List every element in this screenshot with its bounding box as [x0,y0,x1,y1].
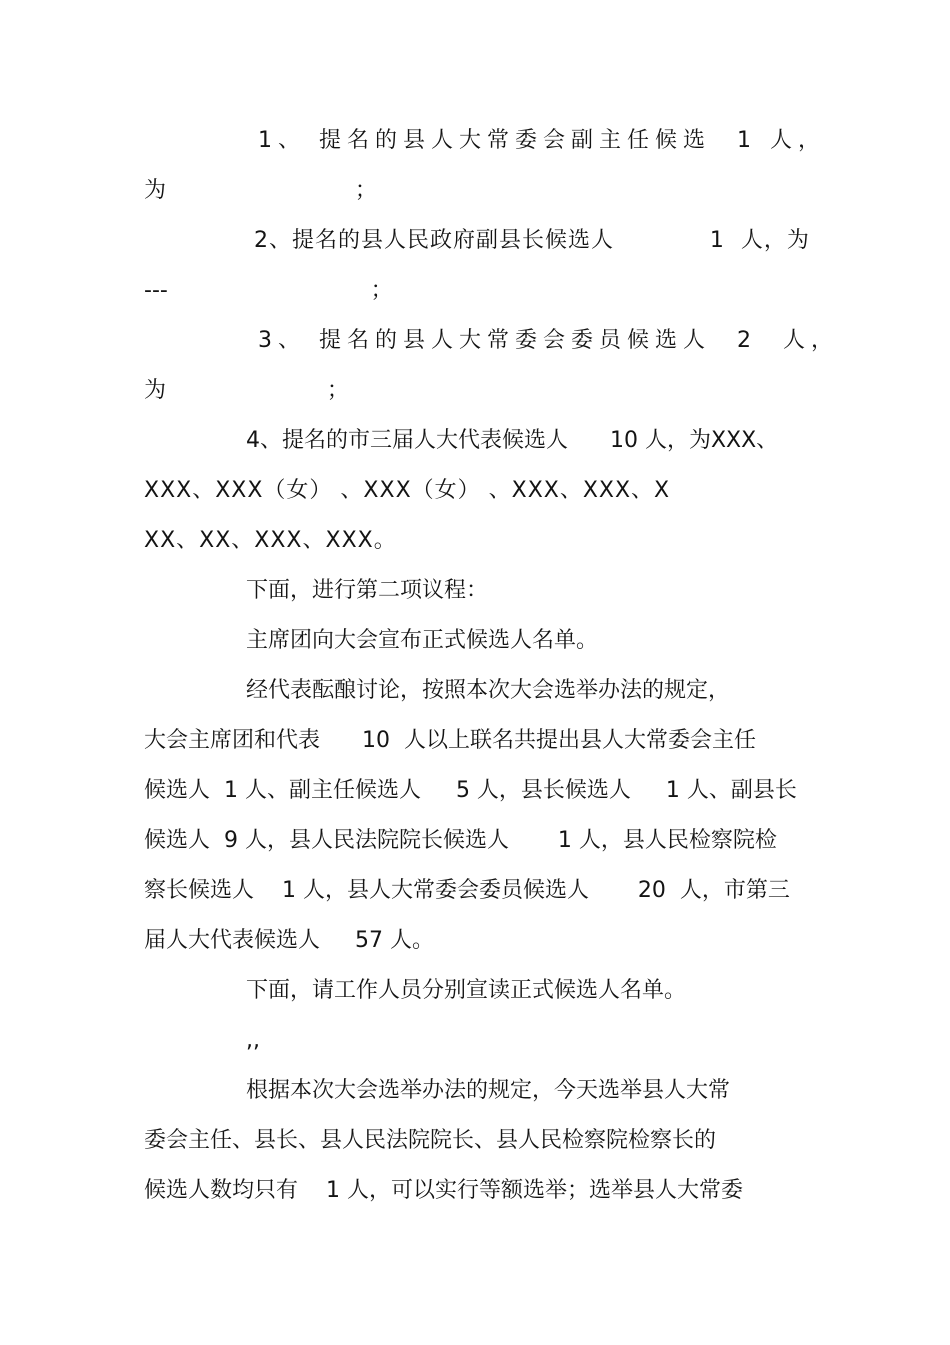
paragraph-line: 1、 提名的县人大常委会副主任候选 1 人， [258,128,826,153]
paragraph-line: 大会主席团和代表 10 人以上联名共提出县人大常委会主任 [144,728,756,753]
paragraph-line: 委会主任、县长、县人民法院院长、县人民检察院检察长的 [144,1128,717,1153]
paragraph-line: 下面，请工作人员分别宣读正式候选人名单。 [246,978,687,1003]
paragraph-line: 2、提名的县人民政府副县长候选人 1 人，为 [254,228,810,253]
paragraph-line: 候选人 9 人，县人民法院院长候选人 1 人，县人民检察院检 [144,828,777,853]
paragraph-line: 3、 提名的县人大常委会委员候选人 2 人， [258,328,839,353]
paragraph-line: 察长候选人 1 人，县人大常委会委员候选人 20 人，市第三 [144,878,790,903]
paragraph-line: XXX、XXX（女） 、XXX（女） 、XXX、XXX、X [144,478,671,503]
paragraph-line: 经代表酝酿讨论，按照本次大会选举办法的规定， [246,678,731,703]
paragraph-line: 候选人 1 人、副主任候选人 5 人，县长候选人 1 人、副县长 [144,778,797,803]
paragraph-line: 候选人数均只有 1 人，可以实行等额选举；选举县人大常委 [144,1178,743,1203]
paragraph-line: ,, [246,1028,260,1053]
paragraph-line: --- ； [144,278,393,303]
paragraph-line: 为 ； [144,178,377,203]
paragraph-line: XX、XX、XXX、XXX。 [144,528,397,553]
paragraph-line: 下面，进行第二项议程： [246,578,489,603]
paragraph-line: 主席团向大会宣布正式候选人名单。 [246,628,599,653]
paragraph-line: 4、提名的市三届人大代表候选人 10 人，为XXX、 [246,428,779,453]
paragraph-line: 根据本次大会选举办法的规定，今天选举县人大常 [246,1078,731,1103]
paragraph-line: 为 ； [144,378,349,403]
paragraph-line: 届人大代表候选人 57 人。 [144,928,434,953]
